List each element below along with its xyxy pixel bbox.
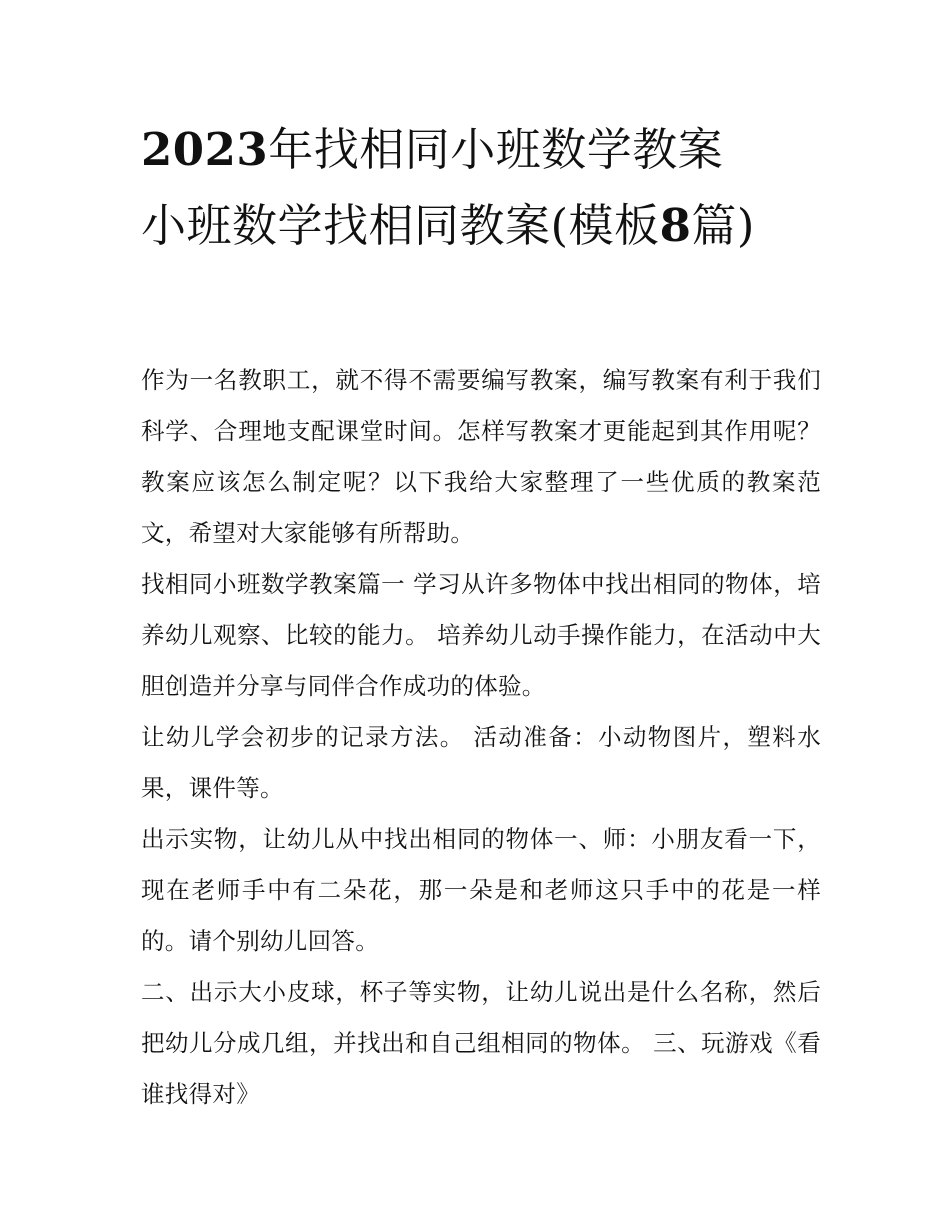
paragraph-preparation: 让幼儿学会初步的记录方法。 活动准备：小动物图片，塑料水果，课件等。 [141,723,821,802]
paragraph-step-one: 出示实物，让幼儿从中找出相同的物体一、师：小朋友看一下，现在老师手中有二朵花，那一朵是和老师这只手中的花是一样的。请个别幼儿回答。 [141,825,821,955]
paragraph-step-two-three: 二、出示大小皮球，杯子等实物，让幼儿说出是什么名称，然后把幼儿分成几组，并找出和自己组相同的物体。 三、玩游戏《看谁找得对》 [141,978,821,1108]
document-title: 2023年找相同小班数学教案 小班数学找相同教案(模板8篇) [141,123,755,252]
title-number: 2023 [141,123,269,176]
document-body [141,355,821,1120]
paragraph-goals: 找相同小班数学教案篇一 学习从许多物体中找出相同的物体，培养幼儿观察、比较的能力。 培养幼儿动手操作能力，在活动中大胆创造并分享与同伴合作成功的体验。 [141,570,821,700]
paragraph-intro: 作为一名教职工，就不得不需要编写教案，编写教案有利于我们科学、合理地支配课堂时间。怎样写教案才更能起到其作用呢？教案应该怎么制定呢？以下我给大家整理了一些优质的教案范文，希望对大家能够有所帮助。 [141,366,821,547]
title-number: 8 [659,199,692,252]
